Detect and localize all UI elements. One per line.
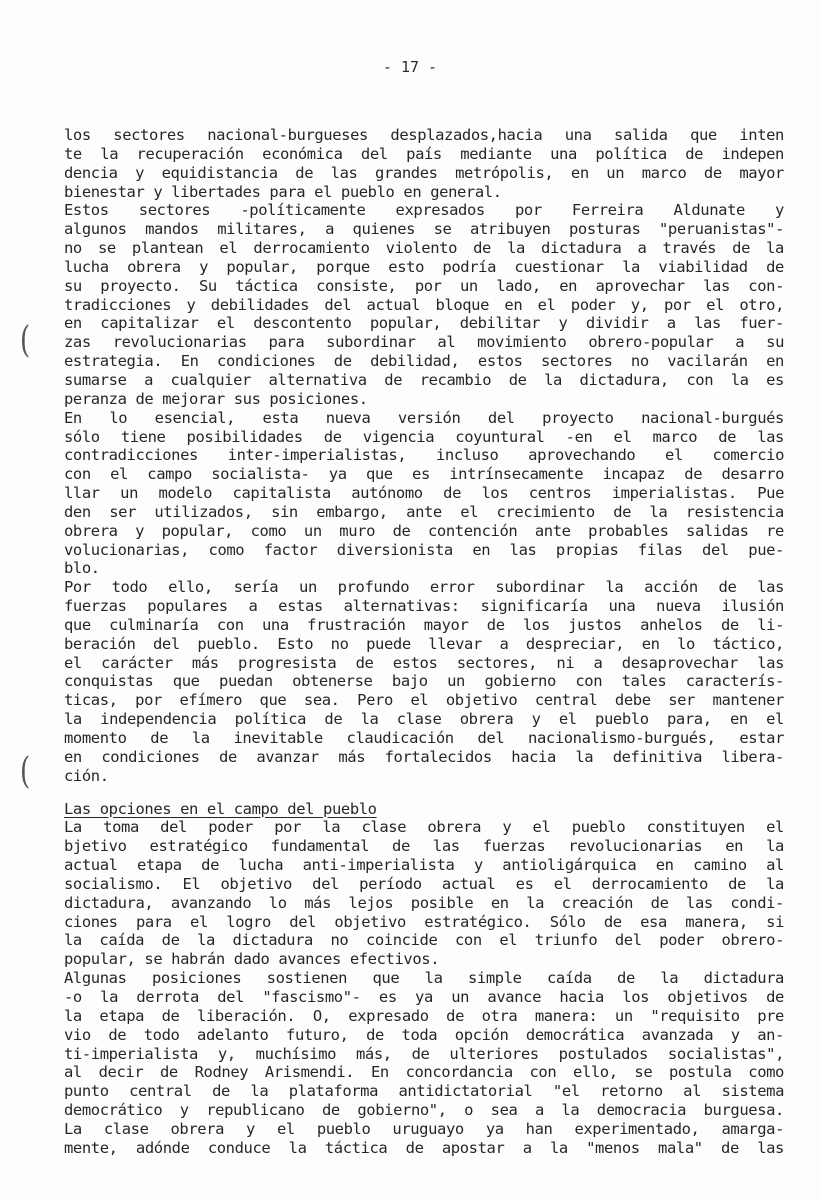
text-line: fuerzas populares a estas alternativas: significaría una nueva ilusión — [64, 597, 784, 616]
text-line: punto central de la plataforma antidictatorial "el retorno al sistema — [64, 1082, 784, 1101]
text-line: actual etapa de lucha anti-imperialista y antioligárquica en camino al — [64, 856, 784, 875]
text-line: ciones para el logro del objetivo estratégico. Sólo de esa manera, si — [64, 912, 784, 931]
text-line: Por todo ello, sería un profundo error subordinar la acción de las — [64, 578, 784, 597]
text-line: blo. — [64, 559, 100, 578]
section-heading: Las opciones en el campo del pueblo — [64, 799, 377, 818]
page-number: - 17 - — [382, 58, 438, 76]
text-line: socialismo. El objetivo del período actual es el derrocamiento de la — [64, 874, 784, 893]
text-line: bjetivo estratégico fundamental de las fuerzas revolucionarias en la — [64, 837, 784, 856]
text-line: vio de todo adelanto futuro, de toda opción democrática avanzada y an- — [64, 1025, 784, 1044]
text-line: ticas, por efímero que sea. Pero el objetivo central debe ser mantener — [64, 691, 784, 710]
document-body — [64, 126, 784, 1158]
text-line: zas revolucionarias para subordinar al movimiento obrero-popular a su — [64, 333, 784, 352]
text-line: En lo esencial, esta nueva versión del proyecto nacional-burgués — [64, 408, 784, 427]
text-line: La clase obrera y el pueblo uruguayo ya han experimentado, amarga- — [64, 1119, 784, 1138]
text-line: conquistas que puedan obtenerse bajo un gobierno con tales caracterís- — [64, 672, 784, 691]
text-line: su proyecto. Su táctica consiste, por un lado, en aprovechar las con- — [64, 276, 784, 295]
text-line: en condiciones de avanzar más fortalecidos hacia la definitiva libera- — [64, 747, 784, 766]
text-line: ti-imperialista y, muchísimo más, de ulteriores postulados socialistas", — [64, 1044, 784, 1063]
text-line: la independencia política de la clase obrera y el pueblo para, en el — [64, 710, 784, 729]
text-line: obrera y popular, como un muro de contención ante probables salidas re — [64, 521, 784, 540]
text-line: lucha obrera y popular, porque esto podría cuestionar la viabilidad de — [64, 257, 784, 276]
margin-mark: ( — [20, 751, 31, 793]
text-line: bienestar y libertades para el pueblo en general. — [64, 182, 502, 201]
text-line: den ser utilizados, sin embargo, ante el crecimiento de la resistencia — [64, 502, 784, 521]
text-line: en capitalizar el descontento popular, debilitar y dividir a las fuer- — [64, 314, 784, 333]
text-line: Algunas posiciones sostienen que la simple caída de la dictadura — [64, 969, 784, 988]
text-line: no se plantean el derrocamiento violento de la dictadura a través de la — [64, 239, 784, 258]
text-line: al decir de Rodney Arismendi. En concordancia con ello, se postula como — [64, 1063, 784, 1082]
text-line: la etapa de liberación. O, expresado de otra manera: un "requisito pre — [64, 1006, 784, 1025]
text-line: dictadura, avanzando lo más lejos posible en la creación de las condi- — [64, 893, 784, 912]
text-line: popular, se habrán dado avances efectivos. — [64, 950, 440, 969]
text-line: el carácter más progresista de estos sectores, ni a desaprovechar las — [64, 653, 784, 672]
text-line: Estos sectores -políticamente expresados por Ferreira Aldunate y — [64, 201, 784, 220]
text-line: democrático y republicano de gobierno", o sea a la democracia burguesa. — [64, 1101, 784, 1120]
text-line: peranza de mejorar sus posiciones. — [64, 389, 368, 408]
text-line: volucionarias, como factor diversionista en las propias filas del pue- — [64, 540, 784, 559]
text-line: con el campo socialista- ya que es intrínsecamente incapaz de desarro — [64, 465, 784, 484]
text-line: beración del pueblo. Esto no puede llevar a despreciar, en lo táctico, — [64, 634, 784, 653]
text-line: los sectores nacional-burgueses desplazados,hacia una salida que inten — [64, 126, 784, 144]
text-line: mente, adónde conduce la táctica de apostar a la "menos mala" de las — [64, 1138, 784, 1157]
text-line: ción. — [64, 766, 109, 785]
text-line: algunos mandos militares, a quienes se atribuyen posturas "peruanistas"- — [64, 220, 784, 239]
text-line: contradicciones inter-imperialistas, incluso aprovechando el comercio — [64, 446, 784, 465]
text-line: momento de la inevitable claudicación del nacionalismo-burgués, estar — [64, 729, 784, 747]
text-line: te la recuperación económica del país mediante una política de indepen — [64, 144, 784, 163]
text-line: -o la derrota del "fascismo"- es ya un avance hacia los objetivos de — [64, 987, 784, 1006]
text-line: llar un modelo capitalista autónomo de los centros imperialistas. Pue — [64, 484, 784, 503]
margin-mark: ( — [20, 320, 31, 362]
text-line: sumarse a cualquier alternativa de recambio de la dictadura, con la es — [64, 370, 784, 389]
text-line: que culminaría con una frustración mayor de los justos anhelos de li- — [64, 615, 784, 634]
paragraph-gap — [64, 786, 784, 800]
text-line: la caída de la dictadura no coincide con el triunfo del poder obrero- — [64, 931, 784, 950]
text-line: dencia y equidistancia de las grandes metrópolis, en un marco de mayor — [64, 163, 784, 182]
text-line: La toma del poder por la clase obrera y el pueblo constituyen el — [64, 818, 784, 837]
text-line: sólo tiene posibilidades de vigencia coyuntural -en el marco de las — [64, 427, 784, 446]
text-line: estrategia. En condiciones de debilidad, estos sectores no vacilarán en — [64, 352, 784, 371]
text-line: tradicciones y debilidades del actual bloque en el poder y, por el otro, — [64, 295, 784, 314]
